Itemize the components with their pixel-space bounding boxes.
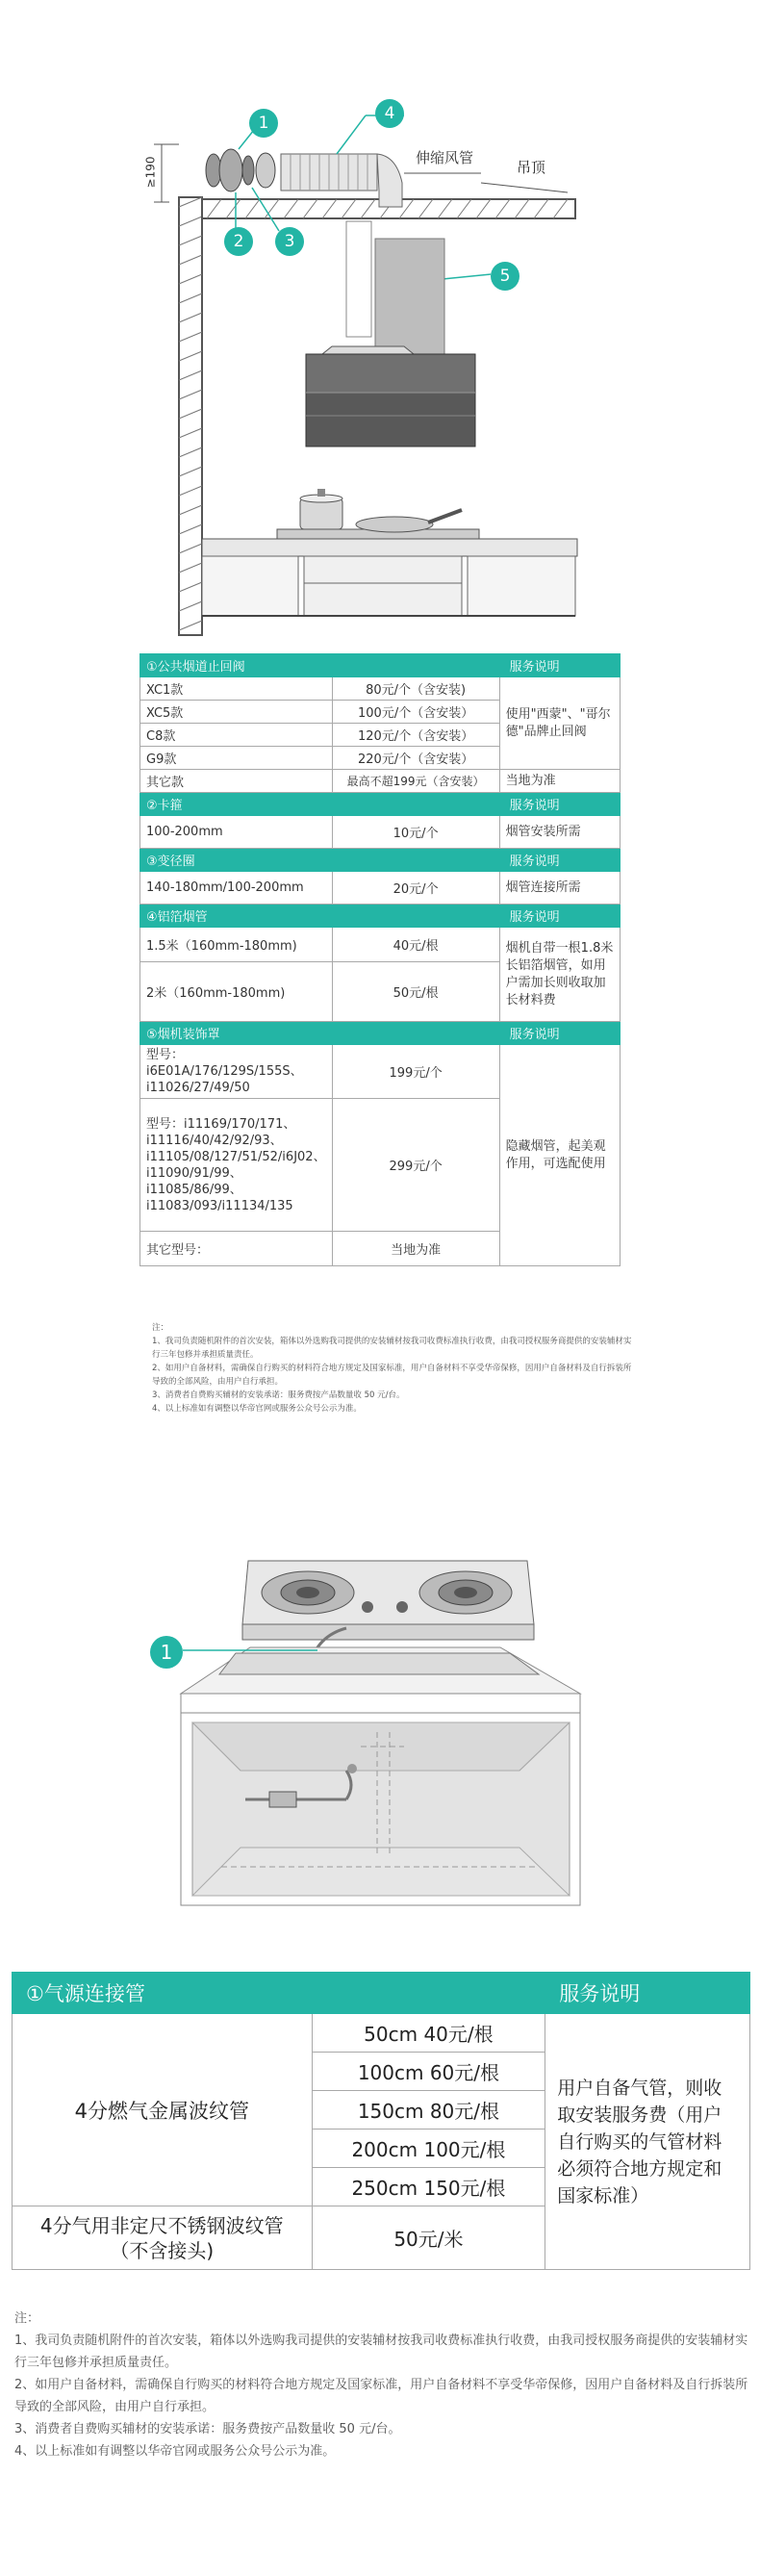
price-cell: 200cm 100元/根 — [312, 2130, 545, 2168]
table-row — [140, 928, 621, 962]
item-cell: 100-200mm — [140, 816, 333, 849]
service-cell: 烟管连接所需 — [499, 872, 620, 905]
section-header — [140, 793, 621, 816]
section-title: ⑤烟机装饰罩 — [140, 1022, 500, 1045]
note-line: 4、以上标准如有调整以华帝官网或服务公众号公示为准。 — [14, 2444, 336, 2459]
accessory-price-table — [139, 653, 621, 1266]
clamp-ring — [242, 156, 254, 185]
item-cell: 1.5米（160mm-180mm) — [140, 928, 333, 962]
item-cell: XC5款 — [140, 701, 333, 724]
item-cell: 140-180mm/100-200mm — [140, 872, 333, 905]
table-row — [13, 2014, 750, 2053]
note-line: 注： — [152, 1323, 169, 1333]
flexible-duct-label: 伸缩风管 — [416, 149, 474, 166]
price-cell: 100元/个（含安装） — [332, 701, 499, 724]
section-title: ④铝箔烟管 — [140, 905, 500, 928]
service-header: 服务说明 — [499, 793, 620, 816]
price-cell: 299元/个 — [332, 1099, 499, 1232]
item-cell: XC1款 — [140, 677, 333, 701]
price-cell: 10元/个 — [332, 816, 499, 849]
service-header: 服务说明 — [499, 905, 620, 928]
price-cell: 80元/个（含安装) — [332, 677, 499, 701]
section-header — [140, 654, 621, 677]
section-header — [140, 905, 621, 928]
item-cell: C8款 — [140, 724, 333, 747]
badge-2: 2 — [224, 227, 253, 256]
price-cell: 50元/根 — [332, 962, 499, 1022]
section-title: ③变径圈 — [140, 849, 500, 872]
ceiling-label: 吊顶 — [517, 159, 546, 176]
badge-4: 4 — [375, 99, 404, 128]
table-row — [140, 677, 621, 701]
badge-3: 3 — [275, 227, 304, 256]
duct-pipe — [346, 221, 371, 337]
price-cell: 20元/个 — [332, 872, 499, 905]
reducer-ring — [256, 153, 275, 188]
service-cell: 隐藏烟管，起美观作用，可选配使用 — [499, 1045, 620, 1266]
item-cell: 2米（160mm-180mm) — [140, 962, 333, 1022]
item-cell: 4分燃气金属波纹管 — [13, 2014, 313, 2206]
stove-and-pots — [277, 489, 479, 539]
section-header — [13, 1973, 750, 2014]
section-header — [140, 1022, 621, 1045]
service-header: 服务说明 — [499, 654, 620, 677]
height-label: ≥190 — [143, 156, 158, 189]
range-hood — [306, 346, 475, 446]
stove-installation-diagram — [0, 1540, 760, 1944]
note-line: 3、消费者自费购买辅材的安装承诺：服务费按产品数量收 50 元/台。 — [152, 1390, 405, 1400]
section-title: ①公共烟道止回阀 — [140, 654, 500, 677]
notes-block-1 — [152, 1321, 633, 1416]
check-valve-body — [219, 149, 242, 191]
table-row — [140, 1045, 621, 1099]
item-cell: 其它型号： — [140, 1232, 333, 1266]
badge-1: 1 — [249, 109, 278, 138]
gas-pipe-price-table — [12, 1972, 750, 2270]
price-cell: 50元/米 — [312, 2206, 545, 2270]
stove-diagram-svg — [0, 1540, 760, 1944]
service-header: 服务说明 — [545, 1973, 750, 2014]
item-cell: 型号：i6E01A/176/129S/155S、i11026/27/49/50 — [140, 1045, 333, 1099]
price-cell: 最高不超199元（含安装） — [332, 770, 499, 793]
service-cell: 使用"西蒙"、"哥尔德"品牌止回阀 — [499, 677, 620, 770]
kitchen-counter — [202, 539, 577, 616]
note-line: 注： — [14, 2311, 40, 2326]
item-cell: G9款 — [140, 747, 333, 770]
note-line: 4、以上标准如有调整以华帝官网或服务公众号公示为准。 — [152, 1404, 362, 1414]
note-line: 3、消费者自费购买辅材的安装承诺：服务费按产品数量收 50 元/台。 — [14, 2422, 401, 2436]
note-line: 1、我司负责随机附件的首次安装，箱体以外选购我司提供的安装辅材按我司收费标准执行收费，由我司授权服务商提供的安装辅材实行三年包修并承担质量责任。 — [14, 2334, 748, 2370]
gas-stove — [242, 1561, 534, 1640]
notes-block-2 — [14, 2308, 750, 2462]
price-cell: 40元/根 — [332, 928, 499, 962]
price-cell: 120元/个（含安装） — [332, 724, 499, 747]
badge-5: 5 — [491, 262, 519, 291]
table-row — [140, 872, 621, 905]
price-cell: 220元/个（含安装） — [332, 747, 499, 770]
decorative-cover — [375, 239, 444, 364]
service-cell: 烟机自带一根1.8米长铝箔烟管，如用户需加长则收取加长材料费 — [499, 928, 620, 1022]
price-cell: 50cm 40元/根 — [312, 2014, 545, 2053]
service-cell: 当地为准 — [499, 770, 620, 793]
cabinet — [181, 1647, 580, 1905]
price-cell: 150cm 80元/根 — [312, 2091, 545, 2130]
price-cell: 250cm 150元/根 — [312, 2168, 545, 2206]
section-title: ②卡箍 — [140, 793, 500, 816]
service-header: 服务说明 — [499, 849, 620, 872]
service-header: 服务说明 — [499, 1022, 620, 1045]
item-cell: 型号：i11169/170/171、i11116/40/42/92/93、i11105/08/127/51/52/i6J02、i11090/91/99、i11085/86/99、i11083/093/i11134/135 — [140, 1099, 333, 1232]
price-cell: 当地为准 — [332, 1232, 499, 1266]
item-cell: 4分气用非定尺不锈钢波纹管（不含接头) — [13, 2206, 313, 2270]
price-cell: 100cm 60元/根 — [312, 2053, 545, 2091]
service-cell: 用户自备气管，则收取安装服务费（用户自行购买的气管材料必须符合地方规定和国家标准） — [545, 2014, 750, 2270]
price-cell: 199元/个 — [332, 1045, 499, 1099]
section-header — [140, 849, 621, 872]
badge-gas-1: 1 — [150, 1636, 183, 1669]
note-line: 2、如用户自备材料，需确保自行购买的材料符合地方规定及国家标准，用户自备材料不享受华帝保修，因用户自备材料及自行拆装所导致的全部风险，由用户自行承担。 — [14, 2378, 748, 2414]
section-title: ①气源连接管 — [13, 1973, 545, 2014]
table-row — [140, 816, 621, 849]
table-row — [140, 770, 621, 793]
note-line: 2、如用户自备材料，需确保自行购买的材料符合地方规定及国家标准，用户自备材料不享受华帝保修，因用户自备材料及自行拆装所导致的全部风险，由用户自行承担。 — [152, 1364, 632, 1387]
note-line: 1、我司负责随机附件的首次安装，箱体以外选购我司提供的安装辅材按我司收费标准执行收费，由我司授权服务商提供的安装辅材实行三年包修并承担质量责任。 — [152, 1337, 632, 1360]
service-cell: 烟管安装所需 — [499, 816, 620, 849]
item-cell: 其它款 — [140, 770, 333, 793]
hood-diagram-svg — [0, 0, 760, 645]
hood-installation-diagram — [0, 0, 760, 645]
